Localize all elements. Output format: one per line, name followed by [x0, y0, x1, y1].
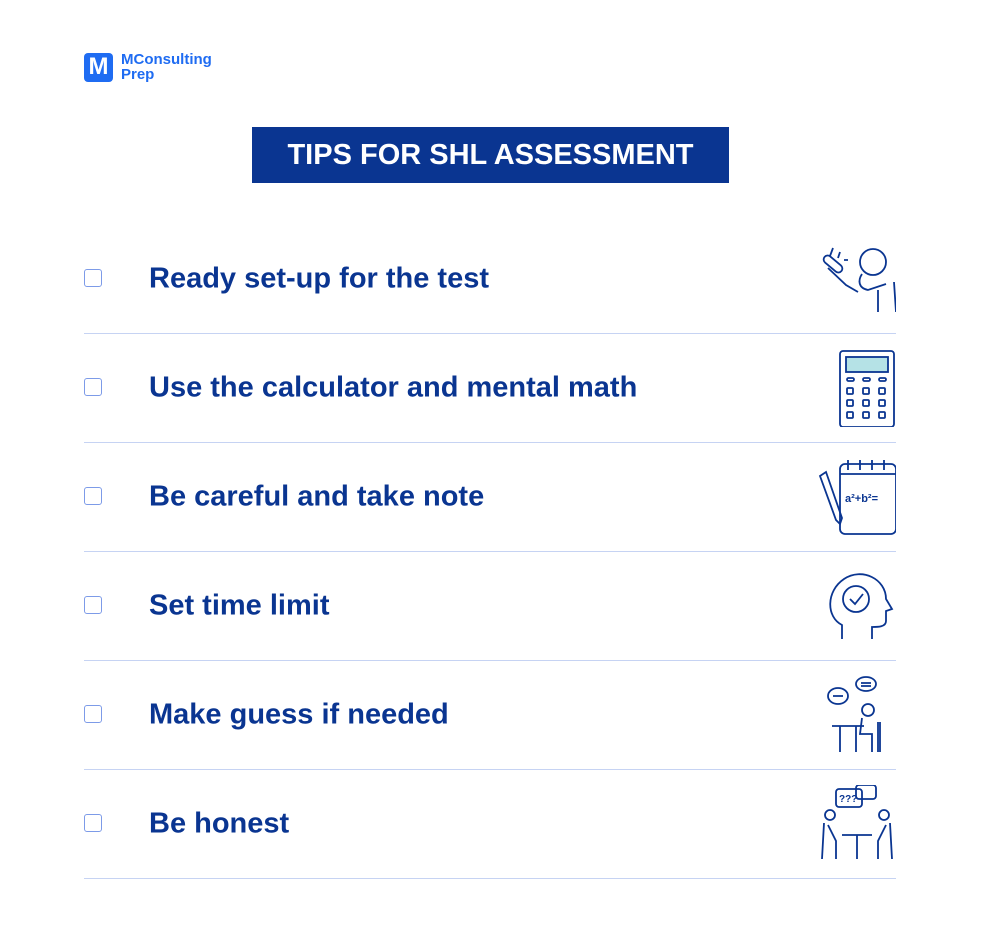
checkbox[interactable]	[84, 596, 102, 614]
logo-mark: M	[84, 53, 113, 82]
tip-label: Set time limit	[149, 589, 330, 621]
tip-label: Be honest	[149, 807, 290, 839]
tip-row	[84, 442, 896, 552]
head-checkmark-icon	[818, 567, 896, 645]
person-thinking-at-desk-icon	[818, 676, 896, 754]
tip-label: Be careful and take note	[149, 480, 485, 512]
calculator-icon	[818, 349, 896, 427]
tip-label: Use the calculator and mental math	[149, 371, 638, 403]
two-people-talking-icon	[818, 785, 896, 863]
tip-row	[84, 333, 896, 443]
checkbox[interactable]	[84, 705, 102, 723]
logo-line2: Prep	[121, 66, 155, 83]
question-text: ???	[839, 793, 858, 805]
tip-row	[84, 551, 896, 661]
checkbox[interactable]	[84, 814, 102, 832]
page-title: TIPS FOR SHL ASSESSMENT	[252, 127, 729, 183]
tip-row	[84, 769, 896, 879]
checkbox[interactable]	[84, 269, 102, 287]
checkbox[interactable]	[84, 487, 102, 505]
tip-row	[84, 660, 896, 770]
person-stretching-icon	[818, 240, 896, 318]
checkbox[interactable]	[84, 378, 102, 396]
notebook-pencil-icon	[818, 458, 896, 536]
formula-text: a²+b²=	[845, 492, 879, 505]
logo-line1: MConsulting	[121, 51, 212, 68]
brand-logo	[84, 52, 212, 82]
tip-label: Make guess if needed	[149, 698, 449, 730]
tip-label: Ready set-up for the test	[149, 262, 489, 294]
logo-text	[121, 52, 212, 82]
tip-row	[84, 224, 896, 334]
